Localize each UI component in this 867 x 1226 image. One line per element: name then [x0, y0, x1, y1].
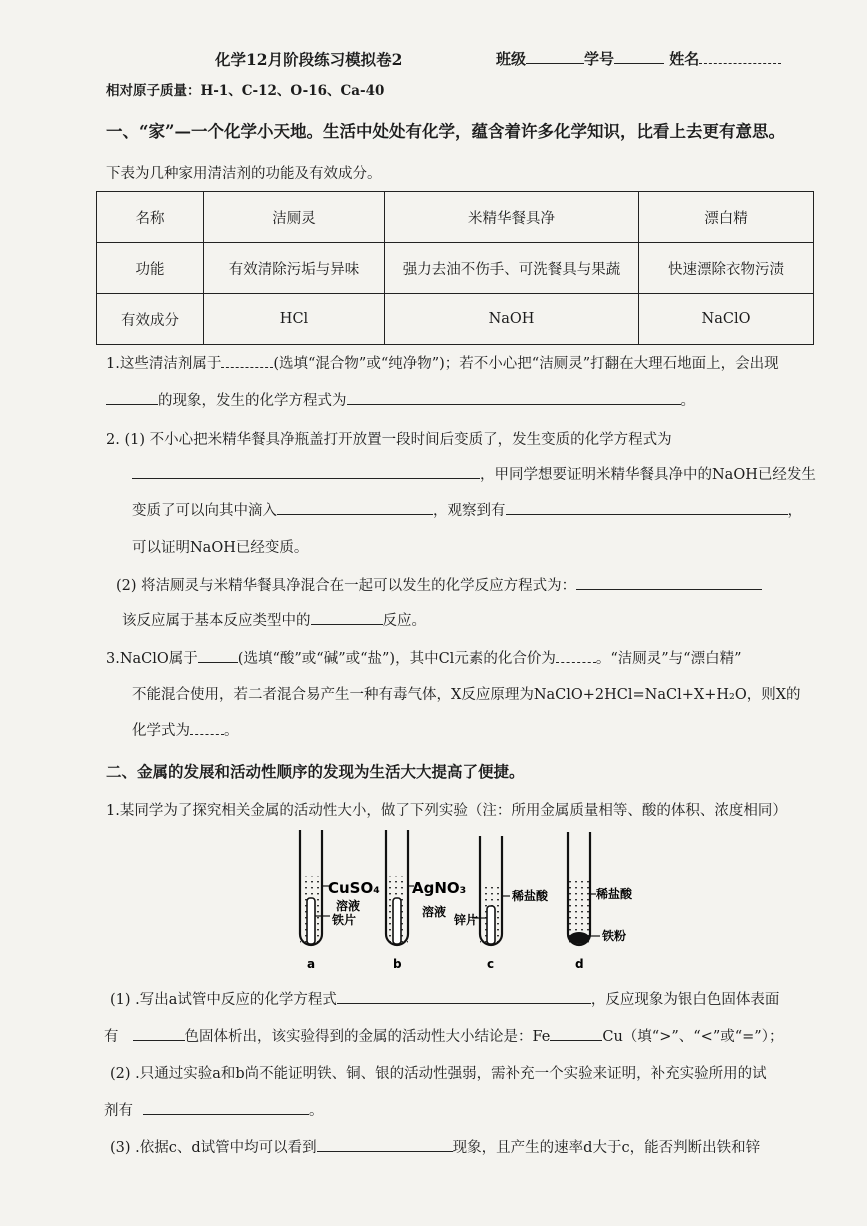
q2-blank-equation[interactable]: [132, 464, 480, 479]
test-tube-b: [386, 830, 414, 946]
s2-text: (3) .依据c、d试管中均可以看到: [110, 1140, 317, 1156]
table-cell: 有效成分: [97, 294, 204, 345]
q2-blank-reagent[interactable]: [277, 500, 433, 515]
table-cell: HCl: [204, 294, 385, 345]
q2-line3: [132, 499, 802, 520]
s2-blank-color[interactable]: [133, 1026, 185, 1041]
q3-line2: 不能混合使用，若二者混合易产生一种有毒气体，X反应原理为NaClO+2HCl=NaCl+X+H₂O，则X的: [132, 687, 801, 703]
s2-text: 剂有: [104, 1103, 133, 1119]
table-row: [97, 243, 814, 294]
q2-text: 反应。: [382, 613, 426, 629]
q3-text: 。: [224, 723, 239, 739]
s2-blank-reagents[interactable]: [143, 1100, 309, 1115]
tube-a-metal: 铁片: [332, 913, 357, 927]
name-blank[interactable]: [699, 49, 781, 64]
q3-line1: [106, 647, 741, 668]
s2-text: 有: [104, 1029, 119, 1045]
number-blank[interactable]: [614, 49, 664, 64]
class-field: [496, 48, 781, 69]
q3-line3: [132, 719, 239, 740]
tube-b-solution: AgNO₃: [412, 879, 467, 897]
tube-b-label: b: [393, 957, 402, 971]
table-row: [97, 294, 814, 345]
q1-blank-equation[interactable]: [347, 390, 681, 405]
s2-text: ，反应现象为银白色固体表面: [590, 992, 780, 1008]
s2-p1-line1: [110, 988, 779, 1009]
table-cell: 快速漂除衣物污渍: [639, 243, 814, 294]
q2-text: ，甲同学想要证明米精华餐具净中的NaOH已经发生: [480, 467, 816, 483]
table-cell: 洁厕灵: [204, 192, 385, 243]
table-cell: 米精华餐具净: [385, 192, 639, 243]
table-cell: 有效清除污垢与异味: [204, 243, 385, 294]
q2-text: ，观察到有: [433, 503, 506, 519]
q2-line2: [132, 463, 816, 484]
q2-text: 变质了可以向其中滴入: [132, 503, 277, 519]
q3-blank-valence[interactable]: [556, 648, 596, 663]
s2-blank-phenomenon[interactable]: [317, 1137, 453, 1152]
s2-text: Cu（填“>”、“<”或“=”）；: [602, 1029, 784, 1045]
name-label: 姓名: [669, 50, 700, 68]
q2-text: 该反应属于基本反应类型中的: [122, 613, 311, 629]
q1-blank-mixture[interactable]: [221, 353, 273, 368]
q2-line4: 可以证明NaOH已经变质。: [132, 540, 309, 556]
section2-heading: 二、金属的发展和活动性顺序的发现为生活大大提高了便捷。: [106, 762, 525, 781]
s2-p3-line1: [110, 1136, 760, 1157]
q2-blank-observation[interactable]: [506, 500, 788, 515]
q3-text: 化学式为: [132, 723, 190, 739]
q2-line1: 2. (1) 不小心把米精华餐具净瓶盖打开放置一段时间后变质了，发生变质的化学方程式为: [106, 432, 672, 448]
s2-text: 。: [309, 1103, 324, 1119]
tube-a-solution-label: 溶液: [336, 899, 361, 913]
table-cell: 名称: [97, 192, 204, 243]
test-tube-c: [472, 836, 510, 946]
q2-text: ，: [787, 503, 802, 519]
q2-line6: [122, 609, 426, 630]
number-label: 学号: [584, 50, 615, 68]
tube-d-label: d: [575, 957, 584, 971]
table-intro: 下表为几种家用清洁剂的功能及有效成分。: [106, 166, 382, 182]
q1-blank-phenomenon[interactable]: [106, 390, 158, 405]
q2-line5: [116, 574, 762, 595]
s2-blank-equation-a[interactable]: [337, 989, 591, 1004]
q2-blank-mix-equation[interactable]: [576, 575, 762, 590]
table-cell: NaOH: [385, 294, 639, 345]
s2-text: 现象，且产生的速率d大于c，能否判断出铁和锌: [452, 1140, 761, 1156]
tube-b-solution-label: 溶液: [422, 905, 447, 919]
table-cell: 强力去油不伤手、可洗餐具与果蔬: [385, 243, 639, 294]
section1-heading: 一、“家”—一个化学小天地。生活中处处有化学，蕴含着许多化学知识，比看上去更有意思。: [106, 122, 785, 141]
class-blank[interactable]: [526, 49, 584, 64]
q2-blank-reaction-type[interactable]: [311, 610, 383, 625]
test-tube-a: [300, 830, 330, 946]
q3-blank-formula[interactable]: [190, 720, 224, 735]
s2-text: (1) .写出a试管中反应的化学方程式: [110, 992, 337, 1008]
table-cell: NaClO: [639, 294, 814, 345]
tube-a-label: a: [307, 957, 316, 971]
q3-text: (选填“酸”或“碱”或“盐”)，其中Cl元素的化合价为: [237, 651, 556, 667]
q1-text: 1.这些清洁剂属于: [106, 356, 222, 372]
q1-text: 。: [680, 393, 695, 409]
s2-blank-compare[interactable]: [550, 1026, 602, 1041]
q3-text: 。“洁厕灵”与“漂白精”: [595, 651, 742, 667]
class-label: 班级: [496, 50, 527, 68]
table-cell: 漂白精: [639, 192, 814, 243]
tube-c-label: c: [487, 957, 495, 971]
s2-text: 色固体析出，该实验得到的金属的活动性大小结论是：Fe: [184, 1029, 551, 1045]
tube-d-metal: 铁粉: [602, 929, 627, 943]
table-row: [97, 192, 814, 243]
tube-c-metal: 锌片: [454, 913, 479, 927]
q1-text: (选填“混合物”或“纯净物”)；若不小心把“洁厕灵”打翻在大理石地面上，会出现: [273, 356, 779, 372]
section2-q1: 1.某同学为了探究相关金属的活动性大小，做了下列实验（注：所用金属质量相等、酸的体积、浓度相同）: [106, 803, 787, 819]
cleaner-table: [96, 191, 814, 345]
q2-text: (2) 将洁厕灵与米精华餐具净混合在一起可以发生的化学反应方程式为：: [116, 578, 577, 594]
tube-c-acid: 稀盐酸: [512, 889, 549, 903]
table-cell: 功能: [97, 243, 204, 294]
question-1-line2: [106, 389, 695, 410]
tube-d-acid: 稀盐酸: [596, 887, 633, 901]
question-1-line1: [106, 352, 779, 373]
s2-p1-line2: [104, 1025, 783, 1046]
s2-p2-line1: (2) .只通过实验a和b尚不能证明铁、铜、银的活动性强弱，需补充一个实验来证明，补充实验所用的试: [110, 1066, 767, 1082]
test-tube-figure: [280, 826, 660, 976]
atomic-mass: 相对原子质量：H-1、C-12、O-16、Ca-40: [106, 83, 385, 99]
q3-blank-class[interactable]: [198, 648, 238, 663]
s2-p2-line2: [104, 1099, 324, 1120]
q3-text: 3.NaClO属于: [106, 651, 198, 667]
exam-title: 化学12月阶段练习模拟卷2: [215, 50, 403, 69]
tube-a-solution: CuSO₄: [328, 879, 380, 897]
q1-text: 的现象，发生的化学方程式为: [158, 393, 347, 409]
